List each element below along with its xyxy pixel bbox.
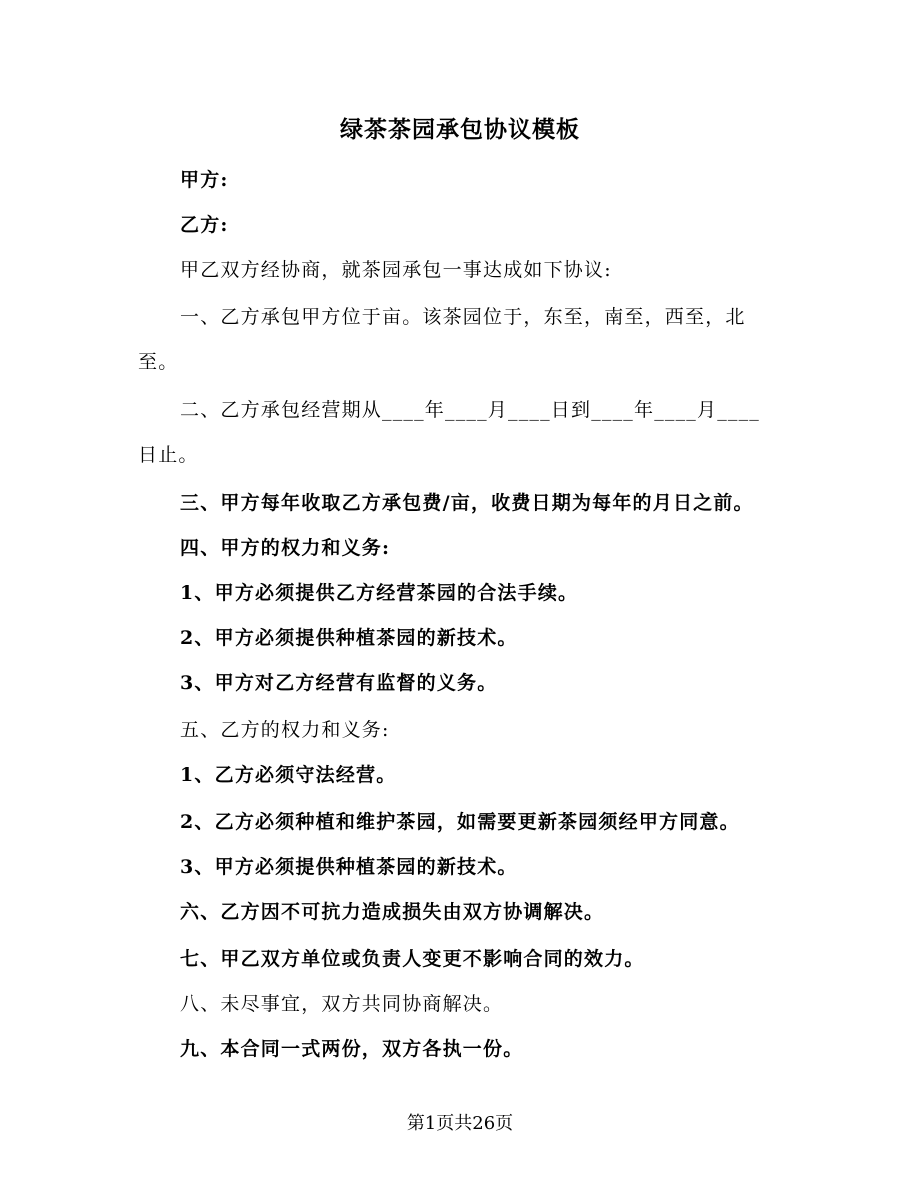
clause-9: 九、本合同一式两份，双方各执一份。 — [180, 1038, 524, 1060]
clause-5-item: 1、乙方必须守法经营。 — [180, 764, 397, 786]
clause-8: 八、未尽事宜，双方共同协商解决。 — [180, 993, 504, 1015]
intro-paragraph: 甲乙双方经协商，就茶园承包一事达成如下协议: — [180, 259, 612, 281]
document-title: 绿茶茶园承包协议模板 — [340, 116, 580, 143]
party-b-label: 乙方: — [180, 214, 229, 236]
page-indicator: 第1页共26页 — [406, 1113, 514, 1134]
clause-4-item: 3、甲方对乙方经营有监督的义务。 — [180, 672, 498, 694]
clause-5-item: 2、乙方必须种植和维护茶园，如需要更新茶园须经甲方同意。 — [180, 811, 740, 833]
clause-5-heading: 五、乙方的权力和义务: — [180, 719, 390, 741]
clause-4-item: 1、甲方必须提供乙方经营茶园的合法手续。 — [180, 582, 579, 604]
clause-1-line-1: 一、乙方承包甲方位于亩。该茶园位于，东至，南至，西至，北 — [180, 306, 746, 328]
clause-4-item: 2、甲方必须提供种植茶园的新技术。 — [180, 627, 518, 649]
clause-2-line-2: 日止。 — [138, 444, 199, 466]
clause-3: 三、甲方每年收取乙方承包费/亩，收费日期为每年的月日之前。 — [180, 492, 754, 514]
clause-1-line-2: 至。 — [138, 351, 179, 373]
clause-2-line-1: 二、乙方承包经营期从____年____月____日到____年____月____ — [180, 399, 761, 421]
clause-6: 六、乙方因不可抗力造成损失由双方协调解决。 — [180, 901, 605, 923]
clause-5-item: 3、甲方必须提供种植茶园的新技术。 — [180, 856, 518, 878]
party-a-label: 甲方: — [180, 169, 229, 191]
clause-7: 七、甲乙双方单位或负责人变更不影响合同的效力。 — [180, 948, 645, 970]
clause-4-heading: 四、甲方的权力和义务: — [180, 537, 391, 559]
